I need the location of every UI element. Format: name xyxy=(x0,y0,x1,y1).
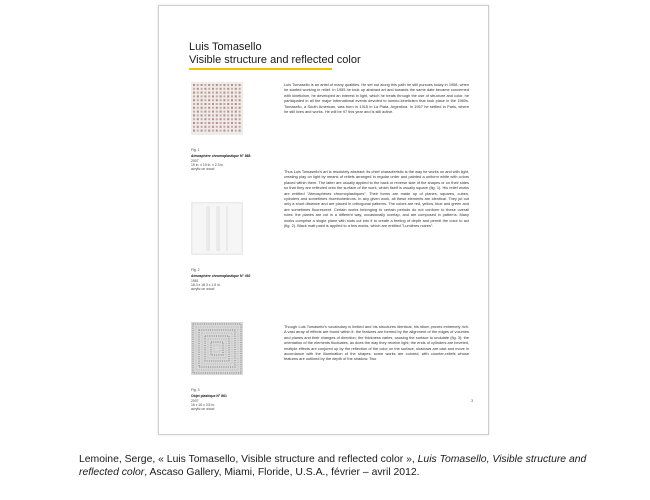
relief-grid-red-artwork xyxy=(191,82,243,135)
figure-year: 2007 xyxy=(191,158,199,163)
figure-medium: acrylic on wood xyxy=(191,287,215,292)
body-paragraph-3: Though Luis Tomasello's vocabulary is limited and his structures identical, his idiom proves extremely rich. A vast array of effects are found within it: the features are formed by the alignment of the edges of volumes and planes and their changes of direction; the thickness varies, causing the surface to undulate (fig. 3); the orientation of the elements fluctuates, as does the way they receive light; the ends of cylinders are beveled, multiple effects are conjured up by the reflection of the color on the surface, shadows are cast and move in accordance with the illumination of the shapes; some works are colored, with counter-reliefs whose features are outlined by the depth of the shadow. Two xyxy=(284,324,469,362)
figure-year: 1981 xyxy=(191,278,199,283)
body-paragraph-2: Thus Luis Tomasello's art is resolutely abstract; its chief characteristic is the way he works on and with light, creating play on light by means of reliefs arranged in regular order and painted a uniform white with colors placed within them. The latter are usually applied to the back or reverse side of the shapes or on their sides so that they are reflected onto the surface of the work, which itself is usually square (fig. 1). His relief works are entitled "Atmosphères chromoplastiques". Their forms are made up of planes, squares, cubes, cylinders and sometimes rhombohedrons. In any given work, all these elements are identical. They jut out only a short distance and are placed in orthogonal patterns. The colors are red, yellow, blue and green and are sometimes fluorescent. Certain works belonging to certain periods do not conform to these overall rules: the planes are cut in a different way, occasionally overlap, and are composed in patterns. Many works comprise a single plane with slots cut into it to create a feeling of depth and permit the color to act (fig. 2). Black matt paint is applied to a few works, which are entitled "Lumières noires". xyxy=(284,169,469,229)
figure-label: Fig. 1 xyxy=(191,148,200,152)
figure-title: Objet plastique N° 861 xyxy=(191,394,227,399)
citation-text-part1: Lemoine, Serge, « Luis Tomasello, Visible structure and reflected color », xyxy=(79,454,418,465)
page-title: Luis Tomasello xyxy=(189,41,262,53)
artwork-image-2 xyxy=(191,202,243,255)
figure-title: Atmosphère chromoplastique N° 868 xyxy=(191,154,251,159)
page-subtitle: Visible structure and reflected color xyxy=(189,54,361,66)
figure-caption-1 xyxy=(191,148,271,171)
figure-title: Atmosphère chromoplastique N° 492 xyxy=(191,274,251,279)
figure-medium: acrylic on wood xyxy=(191,407,215,412)
figure-dimensions: 16 x 16 x 3.5 in. xyxy=(191,402,215,407)
figure-caption-3 xyxy=(191,388,271,411)
citation-italic-title: Luis Tomasello, Visible structure and reflected color xyxy=(79,454,587,478)
figure-caption-2 xyxy=(191,268,271,291)
title-underline xyxy=(189,68,332,70)
figure-year: 2007 xyxy=(191,398,199,403)
figure-dimensions: 18.3 x 18.3 x 1.5 in. xyxy=(191,282,221,287)
relief-cylinders-gray-artwork xyxy=(191,322,243,375)
page-number: 3 xyxy=(471,399,474,403)
figure-dimensions: 19 in. x 19 in. x 2.3 in. xyxy=(191,162,224,167)
figure-label: Fig. 2 xyxy=(191,268,200,272)
artwork-image-1 xyxy=(191,82,243,135)
figure-label: Fig. 3 xyxy=(191,388,200,392)
body-paragraph-1: Luis Tomasello is an artist of many qualities. He set out along this path he still pursues today in 1958, when he started working in relief. In 1955 he took up abstract art and towards the same date became concerned with kineticism, he developed an interest in light, which he treats through the use of structure and color, he participated in all the major international events devoted to lumino-kineticism that took place in the 1960s. Tomasello, a South American, was born in 1915 in La Plata, Argentina. In 1957 he settled in Paris, where he still lives and works. He will be 97 this year and is still active. xyxy=(284,82,469,115)
relief-planes-white-artwork xyxy=(191,202,243,255)
artwork-image-3 xyxy=(191,322,243,375)
citation xyxy=(79,453,599,479)
citation-text-part2: , Ascaso Gallery, Miami, Floride, U.S.A., février – avril 2012. xyxy=(144,467,420,478)
figure-medium: acrylic on wood xyxy=(191,167,215,172)
document-page xyxy=(158,5,489,435)
